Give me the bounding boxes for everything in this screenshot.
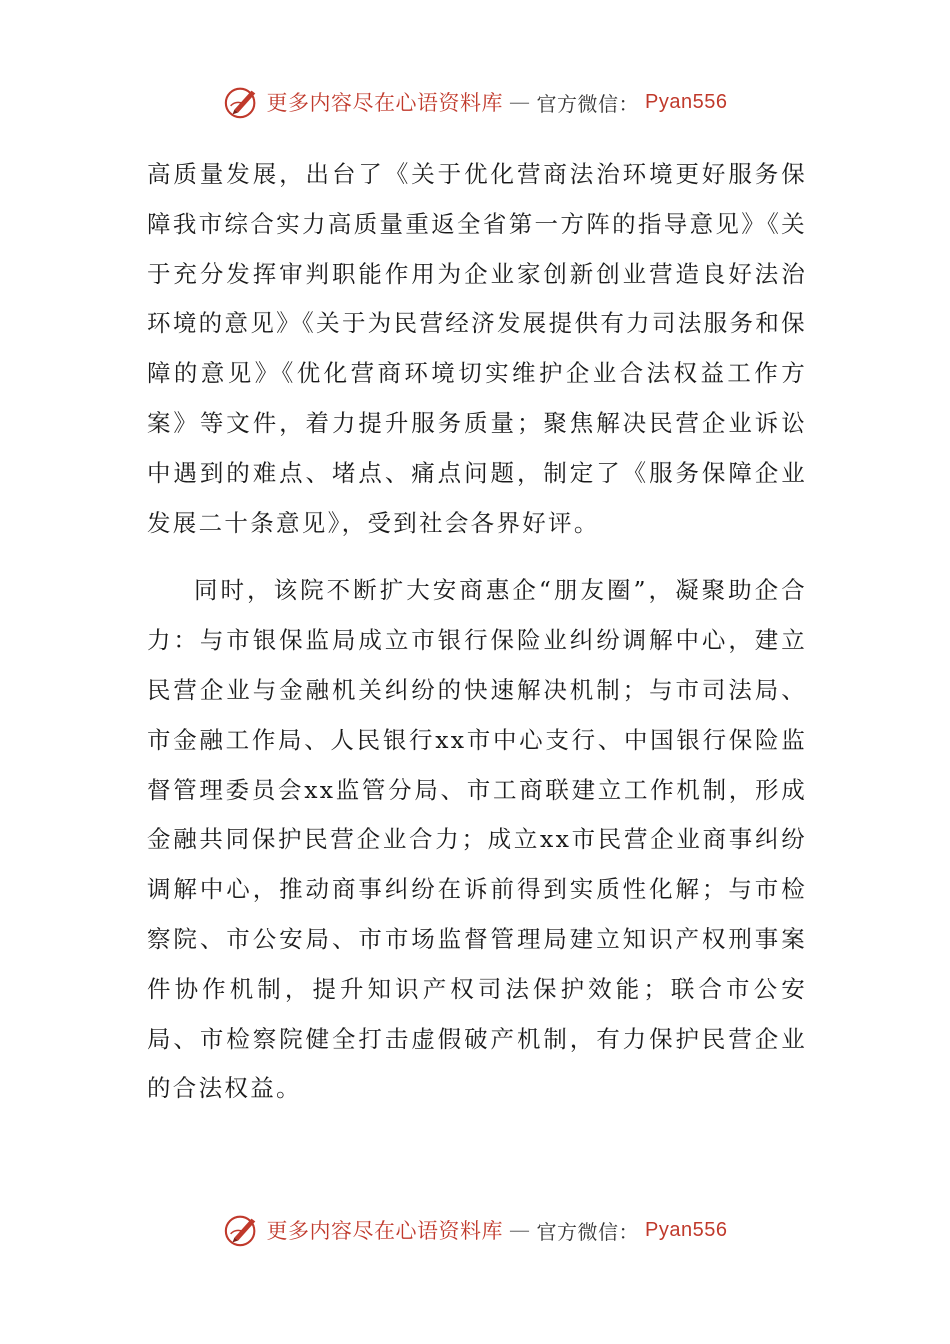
watermark-wechat-id: Pyan556 [645, 90, 728, 113]
watermark-dash: — [509, 90, 531, 114]
watermark-brand: 更多内容尽在心语资料库 [266, 91, 504, 115]
paragraph-1: 高质量发展，出台了《关于优化营商法治环境更好服务保障我市综合实力高质量重返全省第一方阵的指导意见》《关于充分发挥审判职能作用为企业家创新创业营造良好法治环境的意见》《关于为民营经济发展提供有力司法服务和保障的意见》《优化营商环境切实维护企业合法权益工作方案》等文件，着力提升服务质量；聚焦解决民营企业诉讼中遇到的难点、堵点、痛点问题，制定了《服务保障企业发展二十条意见》，受到社会各界好评。 [147, 160, 807, 537]
watermark-wechat-label: 官方微信： [536, 91, 640, 116]
footer-watermark [0, 1208, 950, 1252]
paragraph-2: 同时，该院不断扩大安商惠企“朋友圈”，凝聚助企合力：与市银保监局成立市银行保险业纠纷调解中心，建立民营企业与金融机关纠纷的快速解决机制；与市司法局、市金融工作局、人民银行xx市中心支行、中国银行保险监督管理委员会xx监管分局、市工商联建立工作机制，形成金融共同保护民营企业合力；成立xx市民营企业商事纠纷调解中心，推动商事纠纷在诉前得到实质性化解；与市检察院、市公安局、市市场监督管理局建立知识产权刑事案件协作机制，提升知识产权司法保护效能；联合市公安局、市检察院健全打击虚假破产机制，有力保护民营企业的合法权益。 [147, 576, 807, 1103]
watermark-wechat-id: Pyan556 [645, 1218, 728, 1241]
document-body [147, 150, 807, 1114]
watermark-wechat-label: 官方微信： [536, 1219, 640, 1244]
watermark-brand: 更多内容尽在心语资料库 [266, 1219, 504, 1243]
watermark-dash: — [509, 1218, 531, 1242]
header-watermark [0, 80, 950, 124]
pen-logo-icon [223, 1211, 261, 1249]
pen-logo-icon [223, 83, 261, 121]
